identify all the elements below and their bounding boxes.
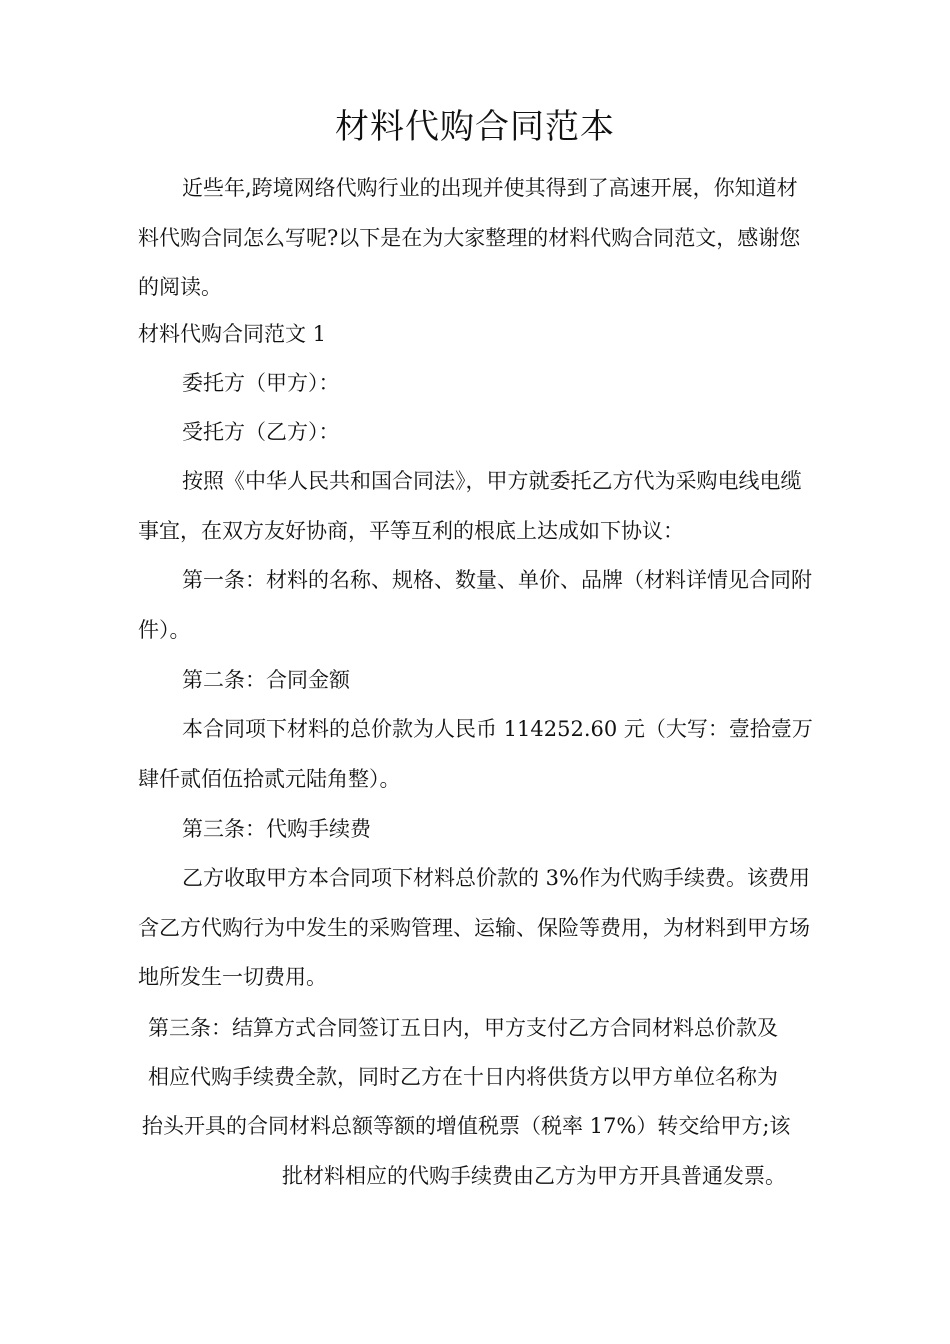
article-1-paragraph: 第一条：材料的名称、规格、数量、单价、品牌（材料详情见合同附件）。 bbox=[138, 568, 812, 642]
settlement-line-3: 抬头开具的合同材料总额等额的增值税票（税率 17%）转交给甲方;该 bbox=[142, 1114, 791, 1138]
settlement-line-4: 批材料相应的代购手续费由乙方为甲方开具普通发票。 bbox=[282, 1164, 786, 1188]
section-heading: 材料代购合同范文 1 bbox=[138, 322, 327, 346]
article-3-body: 乙方收取甲方本合同项下材料总价款的 3%作为代购手续费。该费用含乙方代购行为中发生的采购管理、运输、保险等费用，为材料到甲方场地所发生一切费用。 bbox=[138, 866, 810, 989]
article-3-heading: 第三条：代购手续费 bbox=[182, 817, 371, 841]
intro-paragraph: 近些年,跨境网络代购行业的出现并使其得到了高速开展，你知道材料代购合同怎么写呢?以下是在为大家整理的材料代购合同范文，感谢您的阅读。 bbox=[138, 176, 801, 299]
article-2-heading: 第二条：合同金额 bbox=[182, 668, 350, 692]
settlement-line-2: 相应代购手续费全款，同时乙方在十日内将供货方以甲方单位名称为 bbox=[148, 1065, 778, 1089]
article-2-body: 本合同项下材料的总价款为人民币 114252.60 元（大写：壹拾壹万肆仟贰佰伍拾贰元陆角整）。 bbox=[138, 717, 813, 791]
document-title: 材料代购合同范本 bbox=[335, 107, 615, 147]
party-a-line: 委托方（甲方）： bbox=[182, 371, 340, 395]
settlement-line-1: 第三条：结算方式合同签订五日内，甲方支付乙方合同材料总价款及 bbox=[148, 1016, 778, 1040]
preamble-paragraph: 按照《中华人民共和国合同法》，甲方就委托乙方代为采购电线电缆事宜，在双方友好协商，平等互利的根底上达成如下协议： bbox=[138, 469, 802, 543]
party-b-line: 受托方（乙方）： bbox=[182, 420, 340, 444]
